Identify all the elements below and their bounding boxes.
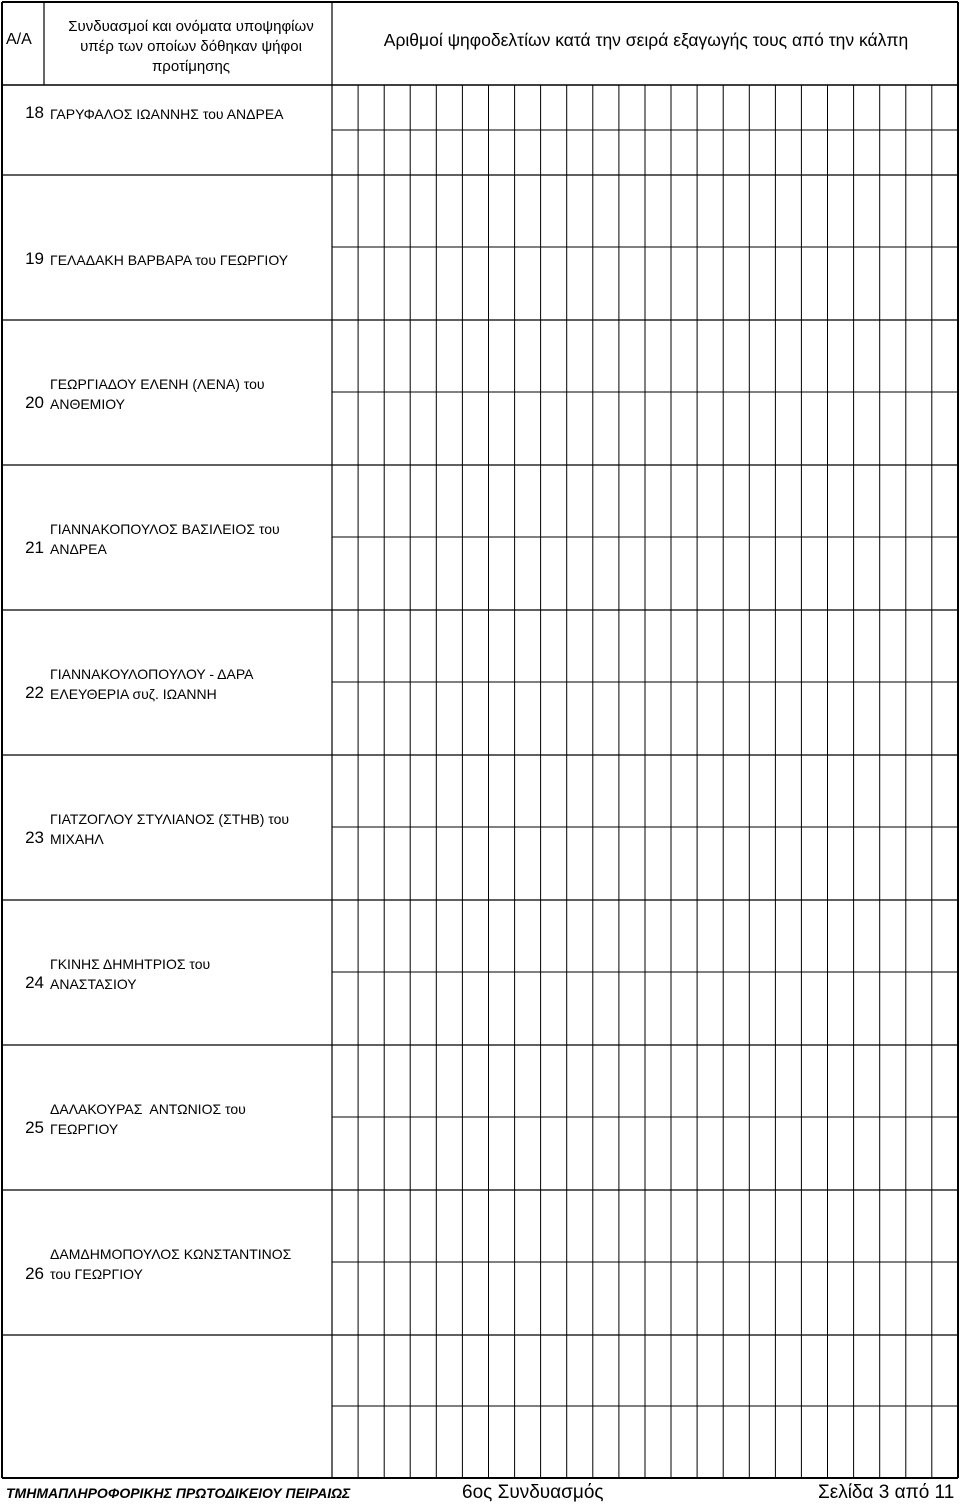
candidate-name-line2: ΑΝΑΣΤΑΣΙΟΥ [50,976,137,992]
row-number: 21 [25,538,44,557]
candidate-name [50,519,340,559]
candidate-name-line1: ΔΑΜΔΗΜΟΠΟΥΛΟΣ ΚΩΝΣΤΑΝΤΙΝΟΣ [50,1246,292,1262]
candidate-name-line1: ΔΑΛΑΚΟΥΡΑΣ ΑΝΤΩΝΙΟΣ του [50,1101,246,1117]
footer-page-number: Σελίδα 3 από 11 [818,1482,955,1503]
candidate-name-line1: ΓΙΑΤΖΟΓΛΟΥ ΣΤΥΛΙΑΝΟΣ (ΣΤΗΒ) του [50,811,290,827]
row-number: 25 [25,1118,44,1137]
candidate-name-line1: ΓΕΩΡΓΙΑΔΟΥ ΕΛΕΝΗ (ΛΕΝΑ) του [50,376,265,392]
candidate-name [50,954,340,994]
candidate-name-line2: ΓΕΩΡΓΙΟΥ [50,1121,119,1137]
row-number: 26 [25,1264,44,1283]
candidate-name-line2: ΑΝΘΕΜΙΟΥ [50,396,126,412]
candidate-name-line1: ΓΙΑΝΝΑΚΟΥΛΟΠΟΥΛΟΥ - ΔΑΡΑ [50,666,254,682]
candidate-name-line1: ΓΚΙΝΗΣ ΔΗΜΗΤΡΙΟΣ του [50,956,211,972]
row-number: 20 [25,393,44,412]
row-number: 22 [25,683,44,702]
row-number: 19 [25,249,44,268]
row-number: 24 [25,973,44,992]
candidate-name [50,374,340,414]
header-candidates-line3: προτίμησης [151,58,231,75]
candidate-name [50,664,340,704]
candidate-name-line1: ΓΕΛΑΔΑΚΗ ΒΑΡΒΑΡΑ του ΓΕΩΡΓΙΟΥ [50,252,289,268]
candidate-name-line2: ΑΝΔΡΕΑ [50,541,107,557]
row-number: 23 [25,828,44,847]
candidate-name [50,250,340,270]
candidate-name [50,809,340,849]
candidate-name-line2: ΕΛΕΥΘΕΡΙΑ συζ. ΙΩΑΝΝΗ [50,686,217,702]
header-candidates-line1: Συνδυασμοί και ονόματα υποψηφίων [68,18,314,35]
candidate-name-line1: ΓΙΑΝΝΑΚΟΠΟΥΛΟΣ ΒΑΣΙΛΕΙΟΣ του [50,521,280,537]
candidate-name [50,104,340,124]
footer-combination: 6ος Συνδυασμός [462,1482,604,1503]
header-candidates-label [50,17,332,77]
candidate-name-line2: ΜΙΧΑΗΛ [50,831,104,847]
header-aa-label: Α/Α [6,31,32,48]
header-candidates-line2: υπέρ των οποίων δόθηκαν ψήφοι [80,38,302,55]
candidate-name [50,1099,340,1139]
header-ballots-label: Αριθμοί ψηφοδελτίων κατά την σειρά εξαγωγής τους από την κάλπη [383,30,909,50]
footer-department: ΤΜΗΜΑΠΛΗΡΟΦΟΡΙΚΗΣ ΠΡΩΤΟΔΙΚΕΙΟΥ ΠΕΙΡΑΙΩΣ [6,1485,351,1501]
candidate-name [50,1244,340,1284]
row-number: 18 [25,103,44,122]
candidate-name-line2: του ΓΕΩΡΓΙΟΥ [50,1266,143,1282]
candidate-name-line1: ΓΑΡΥΦΑΛΟΣ ΙΩΑΝΝΗΣ του ΑΝΔΡΕΑ [50,106,284,122]
